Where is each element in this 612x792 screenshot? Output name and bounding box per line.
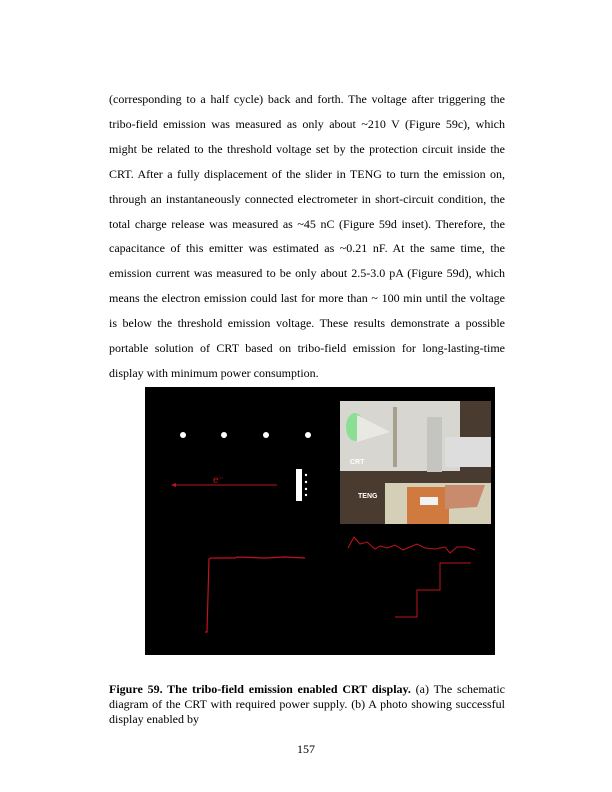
body-paragraph: (corresponding to a half cycle) back and forth. The voltage after triggering the tribo-field emission was measured as only about ~210 V (Figure 59c), which might be related to the threshold voltage set by the protection circuit inside the CRT. After a fully displacement of the slider in TENG to turn the emission on, through an instantaneously connected electrometer in short-circuit condition, the total charge release was measured as ~45 nC (Figure 59d inset). Therefore, the capacitance of this emitter was estimated as ~0.21 nF. At the same time, the emission current was measured to be only about 2.5-3.0 pA (Figure 59d), which means the electron emission could last for more than ~ 100 min until the voltage is below the threshold emission voltage. These results demonstrate a possible portable solution of CRT based on tribo-field emission for long-lasting-time display with minimum power consumption.	[109, 92, 505, 380]
current-plot-panel-d	[348, 537, 475, 617]
teng-label: TENG	[358, 493, 378, 500]
emitter-dot	[305, 474, 307, 476]
page-number: 157	[297, 742, 315, 756]
phosphor-dot	[221, 432, 227, 438]
crt-label: CRT	[350, 459, 365, 466]
figure-caption	[109, 682, 505, 727]
current-trace	[348, 537, 475, 553]
phosphor-dot	[180, 432, 186, 438]
photo-panel-b	[340, 401, 491, 524]
emitter-dot	[305, 494, 307, 496]
emitter-dot	[305, 481, 307, 483]
electron-label: e⁻	[213, 475, 224, 486]
caption-text: (a) The schematic diagram of the CRT with required power supply. (b) A photo showing successful display enabled by	[109, 682, 505, 726]
charge-inset-trace	[395, 563, 471, 617]
figure-59	[145, 387, 495, 655]
phosphor-dot	[305, 432, 311, 438]
phosphor-dot	[263, 432, 269, 438]
emitter-dot	[305, 488, 307, 490]
voltage-trace	[205, 557, 305, 632]
schematic-panel-a	[171, 432, 311, 501]
emitter-tip	[296, 469, 302, 501]
caption-title: Figure 59. The tribo-field emission enabled CRT display.	[109, 682, 411, 696]
voltage-plot-panel-c	[205, 557, 305, 632]
arrow-head-icon	[171, 483, 176, 487]
